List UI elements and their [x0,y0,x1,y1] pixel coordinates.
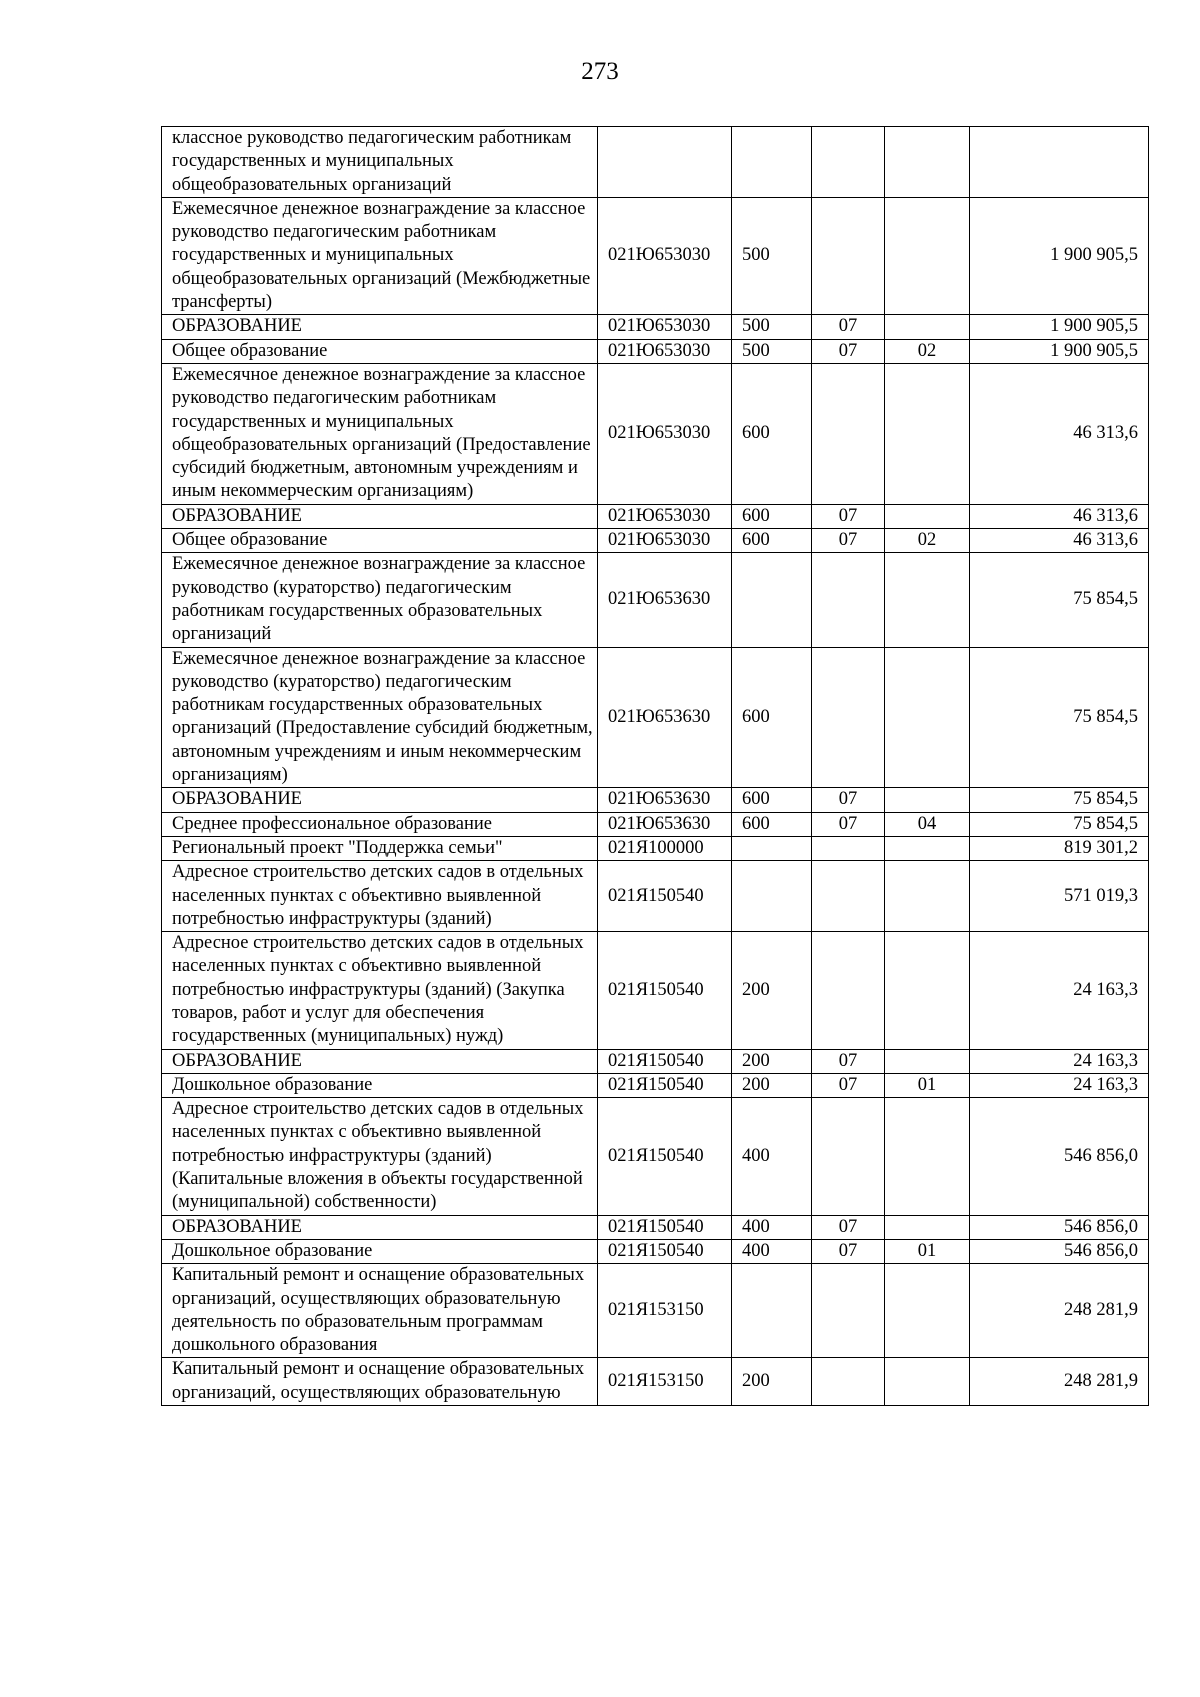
row-vr [732,1264,812,1358]
row-code: 021Ю653030 [598,504,732,528]
row-vr: 400 [732,1098,812,1215]
table-row [162,1264,1149,1358]
table-row [162,363,1149,504]
table-row [162,1098,1149,1215]
row-vr: 200 [732,1073,812,1097]
row-rz [812,363,885,504]
row-rz: 07 [812,1215,885,1239]
row-code: 021Ю653030 [598,315,732,339]
row-vr: 500 [732,339,812,363]
row-code: 021Я150540 [598,1239,732,1263]
row-sum: 248 281,9 [970,1264,1149,1358]
row-pr: 04 [885,812,970,836]
row-vr [732,836,812,860]
row-rz: 07 [812,339,885,363]
table-row [162,553,1149,647]
row-code: 021Ю653630 [598,553,732,647]
row-vr [732,127,812,198]
row-vr: 600 [732,812,812,836]
row-vr: 200 [732,932,812,1049]
row-name: Адресное строительство детских садов в отдельных населенных пунктах с объективно выявленной потребностью инфраструктуры (зданий) (Капитальные вложения в объекты государственной (муниципальной) собственности) [162,1098,598,1215]
row-rz [812,647,885,788]
row-pr [885,1215,970,1239]
row-pr [885,836,970,860]
row-sum: 75 854,5 [970,553,1149,647]
row-vr: 600 [732,788,812,812]
row-sum: 75 854,5 [970,788,1149,812]
row-name: ОБРАЗОВАНИЕ [162,1049,598,1073]
row-vr: 600 [732,647,812,788]
row-rz: 07 [812,1049,885,1073]
row-pr [885,197,970,314]
row-sum: 24 163,3 [970,932,1149,1049]
row-code: 021Я150540 [598,1049,732,1073]
row-vr: 500 [732,197,812,314]
row-vr: 400 [732,1215,812,1239]
row-sum: 546 856,0 [970,1239,1149,1263]
row-sum: 1 900 905,5 [970,339,1149,363]
row-rz: 07 [812,504,885,528]
row-pr [885,1049,970,1073]
row-name: Ежемесячное денежное вознаграждение за классное руководство педагогическим работникам государственных и муниципальных общеобразовательных организаций (Предоставление субсидий бюджетным, автономным учреждениям и иным некоммерческим организациям) [162,363,598,504]
table-row [162,812,1149,836]
row-pr [885,553,970,647]
row-rz: 07 [812,1073,885,1097]
row-sum: 1 900 905,5 [970,315,1149,339]
row-vr [732,861,812,932]
row-rz [812,932,885,1049]
row-sum: 75 854,5 [970,647,1149,788]
row-code: 021Я150540 [598,1098,732,1215]
row-rz [812,836,885,860]
row-rz [812,553,885,647]
row-name: Региональный проект "Поддержка семьи" [162,836,598,860]
row-name: Общее образование [162,529,598,553]
row-name: Капитальный ремонт и оснащение образовательных организаций, осуществляющих образовательную [162,1358,598,1406]
row-sum: 24 163,3 [970,1049,1149,1073]
row-vr: 600 [732,504,812,528]
table-row [162,788,1149,812]
budget-table [161,126,1149,1406]
row-rz [812,861,885,932]
row-pr [885,315,970,339]
row-code: 021Я100000 [598,836,732,860]
row-name: Среднее профессиональное образование [162,812,598,836]
row-rz [812,1098,885,1215]
row-rz: 07 [812,788,885,812]
row-pr [885,932,970,1049]
row-sum: 248 281,9 [970,1358,1149,1406]
row-name: Общее образование [162,339,598,363]
row-vr: 600 [732,363,812,504]
row-name: Адресное строительство детских садов в отдельных населенных пунктах с объективно выявленной потребностью инфраструктуры (зданий) [162,861,598,932]
row-pr: 01 [885,1239,970,1263]
table-row [162,1358,1149,1406]
row-pr: 01 [885,1073,970,1097]
row-code: 021Ю653030 [598,339,732,363]
row-code: 021Ю653630 [598,812,732,836]
table-row [162,861,1149,932]
row-name: Дошкольное образование [162,1073,598,1097]
row-name: ОБРАЗОВАНИЕ [162,1215,598,1239]
row-vr: 600 [732,529,812,553]
row-code: 021Я153150 [598,1358,732,1406]
row-sum: 24 163,3 [970,1073,1149,1097]
row-name: Капитальный ремонт и оснащение образовательных организаций, осуществляющих образовательную деятельность по образовательным программам дошкольного образования [162,1264,598,1358]
row-code: 021Я153150 [598,1264,732,1358]
budget-table-body [162,127,1149,1406]
row-pr: 02 [885,529,970,553]
row-name: ОБРАЗОВАНИЕ [162,504,598,528]
table-row [162,197,1149,314]
row-pr [885,1098,970,1215]
row-sum: 546 856,0 [970,1098,1149,1215]
table-row [162,647,1149,788]
row-code: 021Я150540 [598,1215,732,1239]
table-row [162,1215,1149,1239]
row-pr [885,127,970,198]
row-rz [812,1358,885,1406]
row-sum: 819 301,2 [970,836,1149,860]
row-rz: 07 [812,315,885,339]
row-rz: 07 [812,1239,885,1263]
row-pr [885,504,970,528]
row-vr: 500 [732,315,812,339]
row-pr [885,1264,970,1358]
row-pr [885,1358,970,1406]
row-name: Ежемесячное денежное вознаграждение за классное руководство (кураторство) педагогическим работникам государственных образовательных организаций [162,553,598,647]
row-name: ОБРАЗОВАНИЕ [162,315,598,339]
row-name: Ежемесячное денежное вознаграждение за классное руководство (кураторство) педагогическим работникам государственных образовательных организаций (Предоставление субсидий бюджетным, автономным учреждениям и иным некоммерческим организациям) [162,647,598,788]
row-vr: 200 [732,1358,812,1406]
page-number: 273 [581,58,619,85]
row-pr [885,861,970,932]
row-rz [812,127,885,198]
row-code: 021Ю653030 [598,363,732,504]
table-row [162,836,1149,860]
row-code [598,127,732,198]
table-row [162,504,1149,528]
row-pr [885,788,970,812]
row-vr: 200 [732,1049,812,1073]
row-code: 021Ю653030 [598,197,732,314]
row-vr [732,553,812,647]
row-sum: 46 313,6 [970,363,1149,504]
table-row [162,1073,1149,1097]
row-sum: 75 854,5 [970,812,1149,836]
row-code: 021Ю653630 [598,788,732,812]
row-sum: 1 900 905,5 [970,197,1149,314]
row-sum: 571 019,3 [970,861,1149,932]
row-code: 021Я150540 [598,1073,732,1097]
row-name: Адресное строительство детских садов в отдельных населенных пунктах с объективно выявленной потребностью инфраструктуры (зданий) (Закупка товаров, работ и услуг для обеспечения государственных (муниципальных) нужд) [162,932,598,1049]
row-code: 021Ю653030 [598,529,732,553]
table-row [162,529,1149,553]
table-row [162,315,1149,339]
row-sum: 546 856,0 [970,1215,1149,1239]
row-pr [885,647,970,788]
table-row [162,1049,1149,1073]
table-row [162,339,1149,363]
row-name: Дошкольное образование [162,1239,598,1263]
row-rz: 07 [812,529,885,553]
row-pr: 02 [885,339,970,363]
row-name: классное руководство педагогическим работникам государственных и муниципальных общеобразовательных организаций [162,127,598,198]
row-rz [812,197,885,314]
row-name: ОБРАЗОВАНИЕ [162,788,598,812]
row-sum [970,127,1149,198]
table-row [162,127,1149,198]
row-code: 021Я150540 [598,932,732,1049]
row-rz [812,1264,885,1358]
row-sum: 46 313,6 [970,504,1149,528]
row-sum: 46 313,6 [970,529,1149,553]
row-name: Ежемесячное денежное вознаграждение за классное руководство педагогическим работникам государственных и муниципальных общеобразовательных организаций (Межбюджетные трансферты) [162,197,598,314]
table-row [162,1239,1149,1263]
row-code: 021Я150540 [598,861,732,932]
row-code: 021Ю653630 [598,647,732,788]
row-rz: 07 [812,812,885,836]
row-pr [885,363,970,504]
row-vr: 400 [732,1239,812,1263]
table-row [162,932,1149,1049]
